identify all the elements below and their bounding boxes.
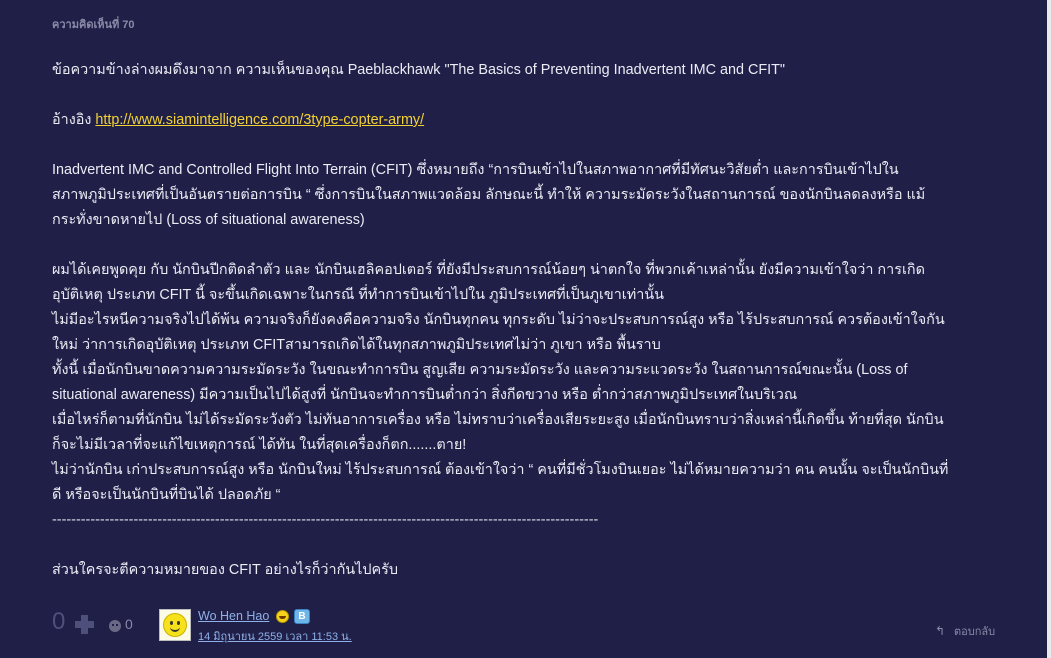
plus-icon[interactable] [75,615,94,634]
paragraph-line: เมื่อไหร่ก็ตามที่นักบิน ไม่ได้ระมัดระวังตัว ไม่ทันอาการเครื่อง หรือ ไม่ทราบว่าเครื่องเสียระยะสูง เมื่อนักบินทราบว่าสิ่งเหล่านี้เกิดขึ้น ท้ายที่สุด นักบิน [52,412,944,428]
paragraph-line: ดี หรือจะเป็นนักบินที่บินได้ ปลอดภัย “ [52,487,281,503]
avatar[interactable] [159,609,191,641]
smiley-avatar-icon [163,613,187,637]
paragraph-line: situational awareness) มีความเป็นไปได้สูงที่ นักบินจะทำการบินต่ำกว่า สิ่งกีดขวาง หรือ ต่ำกว่าสภาพภูมิประเทศในบริเวณ [52,387,798,403]
paragraph-line: ทั้งนี้ เมื่อนักบินขาดความความระมัดระวัง ในขณะทำการบิน สูญเสีย ความระมัดระวัง และความระแวดระวัง ในสถานการณ์ขณะนั้น (Loss of [52,362,908,378]
reply-button[interactable] [935,622,995,640]
paragraph-line: ไม่มีอะไรหนีความจริงไปได้พ้น ความจริงก็ยังคงคือความจริง นักบินทุกคน ทุกระดับ ไม่ว่าจะประสบการณ์สูง หรือ ไร้ประสบการณ์ ควรต้องเข้าใจกัน [52,312,945,328]
closing-text: ส่วนใครจะตีความหมายของ CFIT อย่างไรก็ว่ากันไปครับ [52,562,399,578]
smile-badge-icon [276,610,289,623]
username-link[interactable]: Wo Hen Hao [198,609,270,623]
reply-label: ตอบกลับ [954,626,996,638]
post-timestamp[interactable]: 14 มิถุนายน 2559 เวลา 11:53 น. [198,631,352,643]
emotion-count: 0 [125,616,133,632]
cfit-line-2: สภาพภูมิประเทศที่เป็นอันตรายต่อการบิน “ ซึ่งการบินในสภาพแวดล้อม ลักษณะนี้ ทำให้ ความระมัดระวังในสถานการณ์ ของนักบินลดลงหรือ แม้ [52,187,926,203]
cfit-line-1: Inadvertent IMC and Controlled Flight Into Terrain (CFIT) ซึ่งหมายถึง “การบินเข้าไปในสภาพอากาศที่มีทัศนะวิสัยต่ำ และการบินเข้าไปใน [52,162,899,178]
comment-footer [0,604,1047,654]
reference-line [52,108,1012,133]
reference-link[interactable]: http://www.siamintelligence.com/3type-copter-army/ [95,112,425,128]
cfit-line-3: กระทั่งขาดหายไป (Loss of situational awareness) [52,212,365,228]
intro-text: ข้อความข้างล่างผมดึงมาจาก ความเห็นของคุณ Paeblackhawk "The Basics of Preventing Inadvertent IMC and CFIT" [52,62,786,78]
paragraph-line: อุบัติเหตุ ประเภท CFIT นี้ จะขึ้นเกิดเฉพาะในกรณี ที่ทำการบินเข้าไปใน ภูมิประเทศที่เป็นภูเขาเท่านั้น [52,287,664,303]
comment-body [52,58,1012,583]
vote-count: 0 [52,608,66,635]
comment-number-label: ความคิดเห็นที่ 70 [52,19,135,31]
paragraph-line: ผมได้เคยพูดคุย กับ นักบินปีกติดลำตัว และ นักบินเฮลิคอปเตอร์ ที่ยังมีประสบการณ์น้อยๆ น่าตกใจ ที่พวกเค้าเหล่านั้น ยังมีความเข้าใจว่า การเกิด [52,262,925,278]
text-divider: ------------------------------------------------------------------------------------------------------------------ [52,512,599,528]
reference-label: อ้างอิง [52,112,96,128]
paragraph-line: ก็จะไม่มีเวลาที่จะแก้ไขเหตุการณ์ ได้ทัน ในที่สุดเครื่องก็ตก.......ตาย! [52,437,467,453]
emotion-icon[interactable] [109,620,121,632]
paragraph-line: ใหม่ ว่าการเกิดอุบัติเหตุ ประเภท CFITสามารถเกิดได้ในทุกสภาพภูมิประเทศไม่ว่า ภูเขา หรือ พื้นราบ [52,337,661,353]
b-badge-icon: B [294,609,310,624]
paragraph-line: ไม่ว่านักบิน เก่าประสบการณ์สูง หรือ นักบินใหม่ ไร้ประสบการณ์ ต้องเข้าใจว่า “ คนที่มีชั่วโมงบินเยอะ ไม่ได้หมายความว่า คน คนนั้น จะเป็นนักบินที่ [52,462,949,478]
reply-arrow-icon: ↰ [935,624,946,638]
